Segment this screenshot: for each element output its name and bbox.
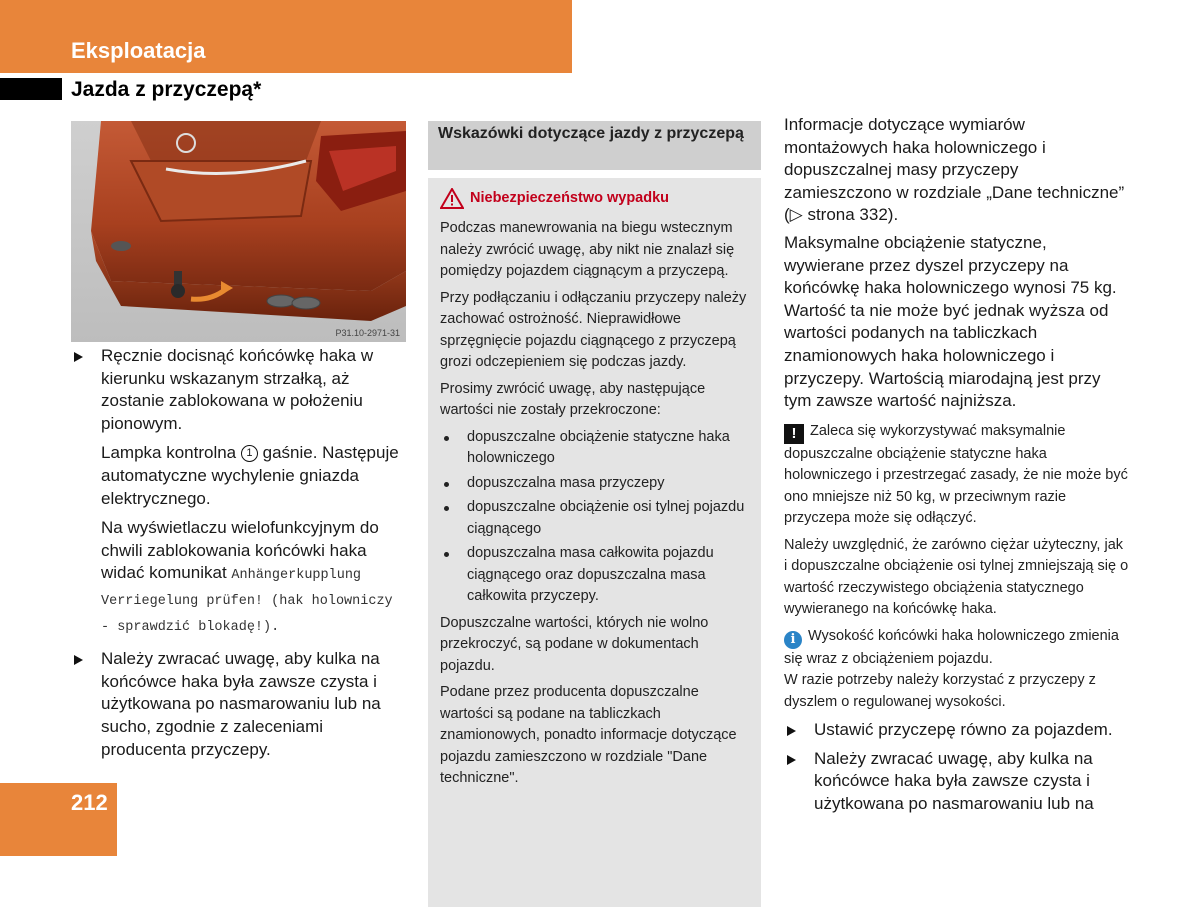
payload-note: Należy uwzględnić, że zarówno ciężar użyteczny, jak i dopuszczalne obciążenie osi tylnej zmniejszają się o wartość rzeczywistego obciążenia statycznego wywieranego na końcówkę haka. xyxy=(784,536,1129,618)
danger-box xyxy=(428,178,761,907)
display-message: Anhängerkupplung Verriegelung prüfen! (hak holowniczy - sprawdzić blokadę!). xyxy=(101,568,393,635)
section-title: Jazda z przyczepą* xyxy=(71,78,262,101)
lamp-text-before: Lampka kontrolna xyxy=(101,443,237,463)
danger-p4: Dopuszczalne wartości, których nie wolno przekroczyć, są podane w dokumentach pojazdu. xyxy=(440,614,709,674)
step-align-trailer: Ustawić przyczepę równo za pojazdem. xyxy=(784,719,1129,742)
list-item: dopuszczalna masa całkowita pojazdu ciągnącego oraz dopuszczalna masa całkowita przyczepy. xyxy=(440,543,755,608)
exclamation-icon: ! xyxy=(784,424,804,444)
list-item: dopuszczalne obciążenie osi tylnej pojazdu ciągnącego xyxy=(440,497,755,540)
warning-triangle-icon xyxy=(440,188,464,209)
danger-p3: Prosimy zwrócić uwagę, aby następujące wartości nie zostały przekroczone: xyxy=(440,380,706,418)
info-note-continued: W razie potrzeby należy korzystać z przyczepy z dyszlem o regulowanej wysokości. xyxy=(784,672,1096,710)
danger-p1: Podczas manewrowania na biegu wstecznym należy zwrócić uwagę, aby nikt nie znalazł się pomiędzy pojazdem ciągnącym a przyczepą. xyxy=(440,220,735,279)
lamp-text-after: gaśnie. Następuje automatyczne wychylenie gniazda elektrycznego. xyxy=(101,443,399,508)
display-paragraph xyxy=(71,517,406,639)
section-marker xyxy=(0,78,62,100)
danger-p5: Podane przez producenta dopuszczalne wartości są podane na tabliczkach znamionowych, ponadto informacje dotyczące pojazdu zamieszczono w rozdziale "Dane techniczne". xyxy=(440,684,737,786)
chapter-title: Eksploatacja xyxy=(71,38,206,63)
column-left xyxy=(71,345,406,761)
display-text: Na wyświetlaczu wielofunkcyjnym do chwili zablokowania końcówki haka widać komunikat xyxy=(101,518,379,583)
info-note-text: Wysokość końcówki haka holowniczego zmienia się wraz z obciążeniem pojazdu. xyxy=(784,627,1119,667)
column-right xyxy=(784,114,1129,816)
danger-p2: Przy podłączaniu i odłączaniu przyczepy należy zachować ostrożność. Nieprawidłowe sprzęgnięcie pojazdu ciągnącego z przyczepą grozi odczepieniem się podczas jazdy. xyxy=(440,289,747,370)
info-icon: i xyxy=(784,631,802,649)
lamp-marker: 1 xyxy=(241,445,258,462)
step-press-hook: Ręcznie docisnąć końcówkę haka w kierunku wskazanym strzałką, aż zostanie zablokowana w położeniu pionowym. xyxy=(71,345,406,435)
list-item: dopuszczalna masa przyczepy xyxy=(440,473,755,495)
caution-note-text: Zaleca się wykorzystywać maksymalnie dopuszczalne obciążenie statyczne haka holowniczego i przestrzegać zasady, że nie może być ono mniejsze niż 50 kg, w przeciwnym razie przyczepa może się odłączyć. xyxy=(784,422,1128,527)
static-load-paragraph: Maksymalne obciążenie statyczne, wywierane przez dyszel przyczepy na końcówkę haka holowniczego wynosi 75 kg. Wartość ta nie może być jednak wyższa od wartości podanych na tabliczkach znamionowych haka holowniczego i przyczepy. Wartością miarodajną jest przy tym zawsze wartość najniższa. xyxy=(784,232,1117,411)
tow-hook-photo xyxy=(71,121,406,342)
dimensions-paragraph: Informacje dotyczące wymiarów montażowych haka holowniczego i dopuszczalnej masy przyczepy zamieszczono w rozdziale „Dane techniczne” (▷ strona 332). xyxy=(784,115,1125,225)
step-keep-ball-clean-2: Należy zwracać uwagę, aby kulka na końcówce haka była zawsze czysta i użytkowana po nasmarowaniu lub na xyxy=(784,748,1129,816)
column-middle xyxy=(428,121,761,786)
limits-list xyxy=(440,427,755,608)
tips-heading: Wskazówki dotyczące jazdy z przyczepą xyxy=(428,121,761,170)
info-note xyxy=(784,626,1129,671)
lamp-paragraph xyxy=(71,442,406,510)
caution-note xyxy=(784,421,1129,530)
step-keep-ball-clean: Należy zwracać uwagę, aby kulka na końcówce haka była zawsze czysta i użytkowana po nasmarowaniu lub na sucho, zgodnie z zaleceniami producenta przyczepy. xyxy=(71,648,406,761)
danger-title-row xyxy=(440,186,755,210)
danger-title: Niebezpieczeństwo wypadku xyxy=(470,190,670,206)
list-item: dopuszczalne obciążenie statyczne haka holowniczego xyxy=(440,427,755,470)
figure-caption: P31.10-2971-31 xyxy=(335,328,400,338)
page-number: 212 xyxy=(71,790,108,815)
